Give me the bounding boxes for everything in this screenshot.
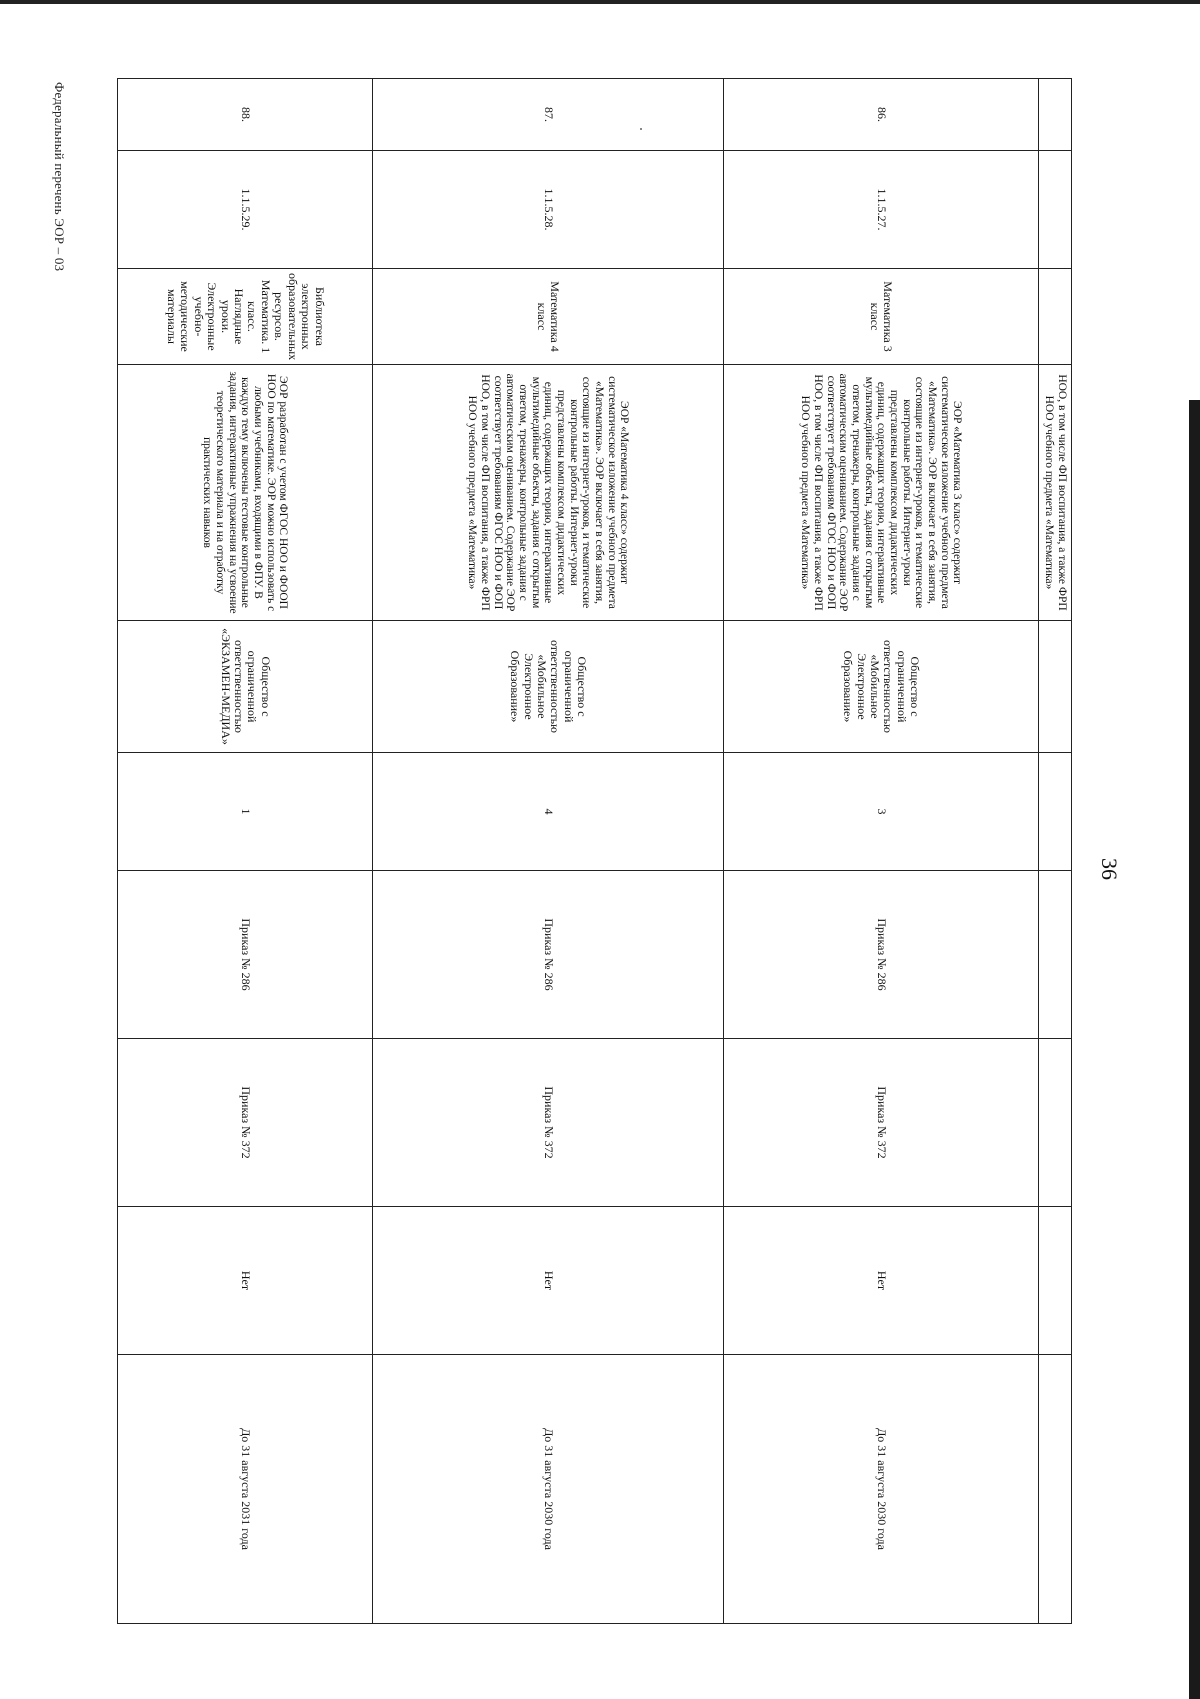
cell-description: ЭОР разработан с учетом ФГОС НОО и ФООП НОО по математике. ЭОР можно использовать с любыми учебниками, входящими в ФПУ. В каждую тему включены тестовые контрольные задания, интерактивные упражнения на усвоение теоретического материала и на отработку практических навыков bbox=[118, 365, 373, 621]
cell-org bbox=[1039, 621, 1072, 753]
top-rule bbox=[0, 0, 1200, 4]
cell-code: 1.1.5.29. bbox=[118, 151, 373, 269]
cell-grade bbox=[1039, 753, 1072, 871]
table-row-continuation bbox=[1039, 79, 1072, 1624]
cell-term: До 31 августа 2030 года bbox=[724, 1355, 1039, 1624]
cell-order1: Приказ № 286 bbox=[373, 871, 724, 1039]
cell-name: Математика 4 класс bbox=[373, 269, 724, 365]
cell-description: НОО, в том числе ФП воспитания, а также ФРП НОО учебного предмета «Математика» bbox=[1039, 365, 1072, 621]
cell-flag bbox=[1039, 1207, 1072, 1355]
cell-grade: 4 bbox=[373, 753, 724, 871]
cell-name: Математика 3 класс bbox=[724, 269, 1039, 365]
cell-order2: Приказ № 372 bbox=[118, 1039, 373, 1207]
cell-order2: Приказ № 372 bbox=[724, 1039, 1039, 1207]
table-row bbox=[118, 79, 373, 1624]
cell-flag: Нет bbox=[373, 1207, 724, 1355]
cell-name bbox=[1039, 269, 1072, 365]
cell-order2 bbox=[1039, 1039, 1072, 1207]
cell-num: 88. bbox=[118, 79, 373, 151]
cell-org: Общество с ограниченной ответственностью «Мобильное Электронное Образование» bbox=[373, 621, 724, 753]
cell-description: ЭОР «Математика 4 класс» содержит систематическое изложение учебного предмета «Математика». ЭОР включает в себя занятия, состоящие из интернет-уроков, и тематические контрольные работы. Интернет-уроки представлены комплексом дидактических единиц, содержащих теорию, интерактивные мультимедийные объекты, задания с открытым ответом, тренажеры, контрольные задания с автоматическим оцениванием. Содержание ЭОР соответствует требованиям ФГОС НОО и ФОП НОО, в том числе ФП воспитания, а также ФРП НОО учебного предмета «Математика» bbox=[373, 365, 724, 621]
cell-order1: Приказ № 286 bbox=[724, 871, 1039, 1039]
scan-edge-bar bbox=[1189, 400, 1200, 1699]
cell-org: Общество с ограниченной ответственностью «ЭКЗАМЕН-МЕДИА» bbox=[118, 621, 373, 753]
page-footer: Федеральный перечень ЭОР – 03 bbox=[52, 82, 67, 272]
rotated-table-container bbox=[138, 78, 1072, 1623]
cell-org: Общество с ограниченной ответственностью «Мобильное Электронное Образование» bbox=[724, 621, 1039, 753]
table-row bbox=[724, 79, 1039, 1624]
cell-term: До 31 августа 2030 года bbox=[373, 1355, 724, 1624]
eor-table bbox=[117, 78, 1072, 1624]
cell-term: До 31 августа 2031 года bbox=[118, 1355, 373, 1624]
cell-name: Библиотека электронных образовательных ресурсов. Математика. 1 класс. Наглядные уроки. Электронные учебно-методические материалы bbox=[118, 269, 373, 365]
cell-order1: Приказ № 286 bbox=[118, 871, 373, 1039]
cell-flag: Нет bbox=[118, 1207, 373, 1355]
cell-num bbox=[1039, 79, 1072, 151]
cell-order2: Приказ № 372 bbox=[373, 1039, 724, 1207]
cell-num: 86. bbox=[724, 79, 1039, 151]
cell-term bbox=[1039, 1355, 1072, 1624]
cell-description: ЭОР «Математика 3 класс» содержит систематическое изложение учебного предмета «Математика». ЭОР включает в себя занятия, состоящие из интернет-уроков, и тематические контрольные работы. Интернет-уроки представлены комплексом дидактических единиц, содержащих теорию, интерактивные мультимедийные объекты, задания с открытым ответом, тренажеры, контрольные задания с автоматическим оцениванием. Содержание ЭОР соответствует требованиям ФГОС НОО и ФОП НОО, в том числе ФП воспитания, а также ФРП НОО учебного предмета «Математика» bbox=[724, 365, 1039, 621]
cell-grade: 1 bbox=[118, 753, 373, 871]
cell-grade: 3 bbox=[724, 753, 1039, 871]
cell-code: 1.1.5.28. bbox=[373, 151, 724, 269]
cell-num: 87. bbox=[373, 79, 724, 151]
cell-code bbox=[1039, 151, 1072, 269]
page-number: 36 bbox=[1097, 858, 1122, 880]
cell-flag: Нет bbox=[724, 1207, 1039, 1355]
cell-code: 1.1.5.27. bbox=[724, 151, 1039, 269]
cell-order1 bbox=[1039, 871, 1072, 1039]
table-row bbox=[373, 79, 724, 1624]
